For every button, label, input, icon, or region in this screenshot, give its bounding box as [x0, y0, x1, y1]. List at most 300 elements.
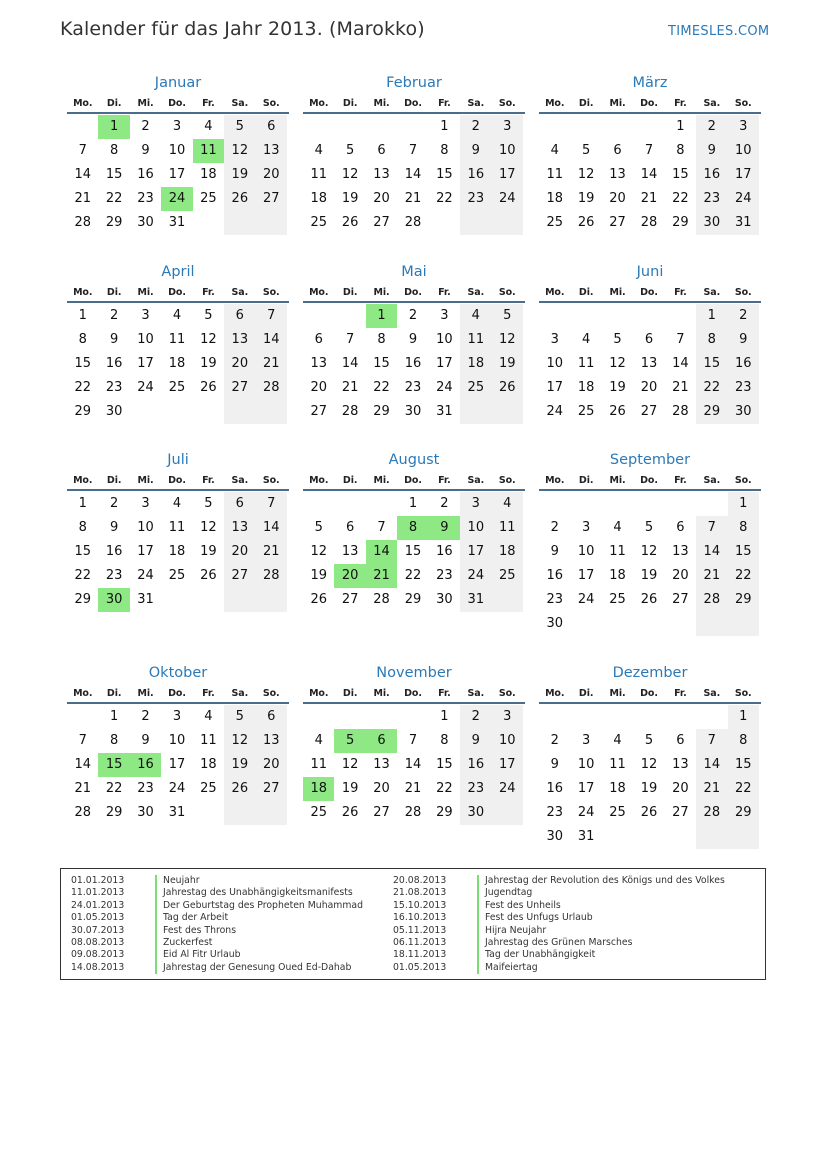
day-cell[interactable]: 7: [676, 332, 685, 347]
day-cell[interactable]: 21: [256, 540, 287, 564]
day-cell[interactable]: 16: [105, 544, 123, 559]
day-cell[interactable]: 6: [377, 143, 386, 158]
day-cell[interactable]: 8: [728, 729, 759, 753]
day-cell[interactable]: 17: [492, 753, 523, 777]
day-cell[interactable]: 7: [256, 304, 287, 328]
day-cell[interactable]: 8: [78, 332, 87, 347]
day-cell[interactable]: 20: [373, 781, 390, 796]
day-cell[interactable]: 11: [546, 167, 563, 182]
day-cell[interactable]: 7: [78, 733, 87, 748]
day-cell[interactable]: 14: [696, 753, 727, 777]
day-cell[interactable]: 25: [492, 564, 523, 588]
day-cell[interactable]: 24: [492, 777, 523, 801]
day-cell[interactable]: 20: [609, 191, 626, 206]
day-cell[interactable]: 12: [200, 332, 217, 347]
day-cell[interactable]: 6: [256, 705, 287, 729]
day-cell[interactable]: 27: [373, 215, 390, 230]
day-cell[interactable]: 17: [460, 540, 491, 564]
day-cell[interactable]: 28: [74, 215, 91, 230]
day-cell[interactable]: 9: [550, 544, 559, 559]
day-cell[interactable]: 4: [204, 709, 213, 724]
day-cell[interactable]: 5: [204, 496, 213, 511]
day-cell[interactable]: 25: [310, 805, 327, 820]
day-cell[interactable]: 22: [436, 781, 453, 796]
day-cell[interactable]: 17: [168, 757, 186, 772]
day-cell[interactable]: 26: [640, 805, 658, 820]
day-cell[interactable]: 29: [404, 592, 422, 607]
day-cell[interactable]: 3: [581, 733, 591, 748]
day-cell[interactable]: 20: [640, 380, 658, 395]
day-cell[interactable]: 19: [224, 753, 255, 777]
day-cell[interactable]: 26: [341, 215, 359, 230]
day-cell[interactable]: 30: [546, 829, 563, 844]
day-cell[interactable]: 8: [377, 332, 386, 347]
day-cell[interactable]: 28: [341, 404, 359, 419]
day-cell[interactable]: 13: [256, 729, 287, 753]
day-cell[interactable]: 23: [728, 376, 759, 400]
day-cell[interactable]: 15: [74, 356, 91, 371]
day-cell[interactable]: 18: [168, 544, 186, 559]
day-cell[interactable]: 23: [105, 568, 123, 583]
day-cell[interactable]: 15: [728, 540, 759, 564]
day-cell[interactable]: 31: [728, 211, 759, 235]
day-cell[interactable]: 2: [460, 115, 491, 139]
day-cell[interactable]: 7: [345, 332, 355, 347]
day-cell[interactable]: 12: [310, 544, 327, 559]
day-cell[interactable]: 21: [640, 191, 658, 206]
day-cell[interactable]: 9: [408, 332, 418, 347]
day-cell[interactable]: 9: [141, 143, 150, 158]
day-cell[interactable]: 5: [314, 520, 323, 535]
day-cell[interactable]: 12: [640, 757, 658, 772]
day-cell[interactable]: 13: [224, 516, 255, 540]
day-cell[interactable]: 4: [613, 733, 622, 748]
day-cell[interactable]: 16: [728, 352, 759, 376]
day-cell[interactable]: 2: [440, 496, 449, 511]
day-cell[interactable]: 27: [256, 777, 287, 801]
day-cell[interactable]: 15: [373, 356, 390, 371]
day-cell[interactable]: 26: [577, 215, 595, 230]
day-cell[interactable]: 4: [204, 119, 213, 134]
holiday-day-cell[interactable]: 1: [98, 115, 129, 139]
day-cell[interactable]: 8: [440, 733, 449, 748]
day-cell[interactable]: 6: [224, 304, 255, 328]
day-cell[interactable]: 13: [341, 544, 359, 559]
day-cell[interactable]: 26: [640, 592, 658, 607]
day-cell[interactable]: 17: [546, 380, 563, 395]
day-cell[interactable]: 10: [577, 544, 595, 559]
day-cell[interactable]: 14: [74, 757, 91, 772]
day-cell[interactable]: 13: [609, 167, 626, 182]
day-cell[interactable]: 24: [492, 187, 523, 211]
holiday-day-cell[interactable]: 8: [397, 516, 428, 540]
day-cell[interactable]: 23: [137, 781, 154, 796]
day-cell[interactable]: 3: [460, 492, 491, 516]
day-cell[interactable]: 16: [105, 356, 123, 371]
day-cell[interactable]: 28: [256, 564, 287, 588]
day-cell[interactable]: 2: [141, 119, 150, 134]
day-cell[interactable]: 24: [577, 592, 595, 607]
day-cell[interactable]: 13: [310, 356, 327, 371]
day-cell[interactable]: 18: [609, 781, 626, 796]
day-cell[interactable]: 12: [224, 139, 255, 163]
day-cell[interactable]: 20: [373, 191, 390, 206]
day-cell[interactable]: 11: [460, 328, 491, 352]
day-cell[interactable]: 29: [436, 805, 453, 820]
day-cell[interactable]: 12: [200, 520, 217, 535]
day-cell[interactable]: 25: [609, 592, 626, 607]
day-cell[interactable]: 22: [728, 564, 759, 588]
day-cell[interactable]: 4: [460, 304, 491, 328]
day-cell[interactable]: 25: [577, 404, 595, 419]
day-cell[interactable]: 7: [644, 143, 654, 158]
holiday-day-cell[interactable]: 5: [334, 729, 365, 753]
day-cell[interactable]: 11: [310, 167, 327, 182]
day-cell[interactable]: 10: [546, 356, 563, 371]
day-cell[interactable]: 15: [696, 352, 727, 376]
day-cell[interactable]: 30: [137, 215, 154, 230]
day-cell[interactable]: 15: [436, 757, 453, 772]
day-cell[interactable]: 21: [696, 777, 727, 801]
holiday-day-cell[interactable]: 1: [366, 304, 397, 328]
day-cell[interactable]: 19: [200, 356, 217, 371]
day-cell[interactable]: 24: [137, 568, 154, 583]
day-cell[interactable]: 11: [310, 757, 327, 772]
day-cell[interactable]: 18: [609, 568, 626, 583]
day-cell[interactable]: 22: [672, 191, 689, 206]
day-cell[interactable]: 4: [613, 520, 622, 535]
day-cell[interactable]: 18: [546, 191, 563, 206]
day-cell[interactable]: 11: [577, 356, 595, 371]
day-cell[interactable]: 14: [404, 167, 422, 182]
day-cell[interactable]: 8: [109, 143, 119, 158]
day-cell[interactable]: 31: [460, 588, 491, 612]
day-cell[interactable]: 14: [256, 516, 287, 540]
day-cell[interactable]: 30: [105, 404, 123, 419]
day-cell[interactable]: 21: [404, 781, 422, 796]
day-cell[interactable]: 2: [141, 709, 150, 724]
holiday-day-cell[interactable]: 30: [98, 588, 129, 612]
day-cell[interactable]: 29: [74, 592, 91, 607]
day-cell[interactable]: 11: [492, 516, 523, 540]
day-cell[interactable]: 5: [345, 143, 355, 158]
day-cell[interactable]: 13: [672, 757, 689, 772]
day-cell[interactable]: 16: [404, 356, 422, 371]
day-cell[interactable]: 23: [436, 568, 453, 583]
day-cell[interactable]: 30: [460, 801, 491, 825]
day-cell[interactable]: 16: [546, 568, 563, 583]
holiday-day-cell[interactable]: 16: [130, 753, 161, 777]
day-cell[interactable]: 3: [492, 705, 523, 729]
day-cell[interactable]: 11: [200, 733, 217, 748]
day-cell[interactable]: 12: [341, 757, 359, 772]
holiday-day-cell[interactable]: 11: [193, 139, 224, 163]
day-cell[interactable]: 26: [200, 568, 217, 583]
day-cell[interactable]: 29: [672, 215, 689, 230]
day-cell[interactable]: 21: [341, 380, 359, 395]
day-cell[interactable]: 17: [577, 781, 595, 796]
day-cell[interactable]: 17: [436, 356, 453, 371]
day-cell[interactable]: 17: [137, 544, 154, 559]
day-cell[interactable]: 10: [137, 332, 154, 347]
day-cell[interactable]: 8: [676, 143, 685, 158]
day-cell[interactable]: 7: [408, 143, 418, 158]
day-cell[interactable]: 5: [204, 308, 213, 323]
day-cell[interactable]: 28: [74, 805, 91, 820]
day-cell[interactable]: 31: [577, 829, 595, 844]
day-cell[interactable]: 18: [460, 352, 491, 376]
day-cell[interactable]: 2: [550, 733, 559, 748]
day-cell[interactable]: 27: [672, 592, 689, 607]
day-cell[interactable]: 30: [436, 592, 453, 607]
day-cell[interactable]: 26: [492, 376, 523, 400]
day-cell[interactable]: 6: [256, 115, 287, 139]
day-cell[interactable]: 27: [310, 404, 327, 419]
day-cell[interactable]: 1: [676, 119, 685, 134]
day-cell[interactable]: 8: [78, 520, 87, 535]
day-cell[interactable]: 5: [224, 115, 255, 139]
day-cell[interactable]: 6: [314, 332, 323, 347]
day-cell[interactable]: 19: [640, 781, 658, 796]
day-cell[interactable]: 20: [672, 781, 689, 796]
day-cell[interactable]: 10: [436, 332, 453, 347]
day-cell[interactable]: 22: [74, 568, 91, 583]
day-cell[interactable]: 18: [200, 757, 217, 772]
day-cell[interactable]: 3: [440, 308, 449, 323]
day-cell[interactable]: 26: [200, 380, 217, 395]
day-cell[interactable]: 2: [109, 308, 119, 323]
day-cell[interactable]: 18: [492, 540, 523, 564]
day-cell[interactable]: 16: [546, 781, 563, 796]
day-cell[interactable]: 22: [436, 191, 453, 206]
day-cell[interactable]: 17: [492, 163, 523, 187]
day-cell[interactable]: 15: [105, 167, 123, 182]
holiday-day-cell[interactable]: 9: [429, 516, 460, 540]
day-cell[interactable]: 15: [74, 544, 91, 559]
day-cell[interactable]: 24: [460, 564, 491, 588]
day-cell[interactable]: 9: [460, 139, 491, 163]
day-cell[interactable]: 22: [728, 777, 759, 801]
holiday-day-cell[interactable]: 15: [98, 753, 129, 777]
day-cell[interactable]: 1: [408, 496, 418, 511]
day-cell[interactable]: 24: [168, 781, 186, 796]
day-cell[interactable]: 23: [137, 191, 154, 206]
day-cell[interactable]: 1: [78, 496, 87, 511]
day-cell[interactable]: 25: [460, 376, 491, 400]
day-cell[interactable]: 30: [728, 400, 759, 424]
day-cell[interactable]: 21: [404, 191, 422, 206]
day-cell[interactable]: 10: [577, 757, 595, 772]
day-cell[interactable]: 16: [137, 167, 154, 182]
day-cell[interactable]: 3: [172, 119, 182, 134]
day-cell[interactable]: 20: [224, 540, 255, 564]
day-cell[interactable]: 15: [436, 167, 453, 182]
day-cell[interactable]: 2: [109, 496, 119, 511]
day-cell[interactable]: 19: [310, 568, 327, 583]
day-cell[interactable]: 30: [137, 805, 154, 820]
day-cell[interactable]: 28: [404, 215, 422, 230]
day-cell[interactable]: 28: [640, 215, 658, 230]
day-cell[interactable]: 12: [609, 356, 626, 371]
day-cell[interactable]: 2: [408, 308, 418, 323]
day-cell[interactable]: 30: [696, 211, 727, 235]
day-cell[interactable]: 29: [105, 215, 123, 230]
day-cell[interactable]: 25: [546, 215, 563, 230]
day-cell[interactable]: 11: [609, 757, 626, 772]
day-cell[interactable]: 21: [696, 564, 727, 588]
day-cell[interactable]: 9: [728, 328, 759, 352]
day-cell[interactable]: 22: [696, 376, 727, 400]
day-cell[interactable]: 5: [492, 304, 523, 328]
day-cell[interactable]: 24: [137, 380, 154, 395]
day-cell[interactable]: 19: [492, 352, 523, 376]
day-cell[interactable]: 18: [200, 167, 217, 182]
day-cell[interactable]: 28: [696, 588, 727, 612]
day-cell[interactable]: 7: [78, 143, 87, 158]
day-cell[interactable]: 10: [168, 733, 186, 748]
day-cell[interactable]: 16: [696, 163, 727, 187]
day-cell[interactable]: 27: [373, 805, 390, 820]
day-cell[interactable]: 13: [224, 328, 255, 352]
day-cell[interactable]: 25: [168, 380, 186, 395]
day-cell[interactable]: 30: [404, 404, 422, 419]
holiday-day-cell[interactable]: 18: [303, 777, 334, 801]
day-cell[interactable]: 22: [373, 380, 390, 395]
day-cell[interactable]: 27: [224, 564, 255, 588]
day-cell[interactable]: 3: [492, 115, 523, 139]
day-cell[interactable]: 13: [373, 167, 390, 182]
day-cell[interactable]: 23: [546, 592, 563, 607]
day-cell[interactable]: 6: [345, 520, 355, 535]
day-cell[interactable]: 20: [310, 380, 327, 395]
day-cell[interactable]: 24: [728, 187, 759, 211]
day-cell[interactable]: 21: [256, 352, 287, 376]
day-cell[interactable]: 8: [440, 143, 449, 158]
holiday-day-cell[interactable]: 21: [366, 564, 397, 588]
day-cell[interactable]: 28: [672, 404, 689, 419]
day-cell[interactable]: 26: [224, 187, 255, 211]
day-cell[interactable]: 19: [609, 380, 626, 395]
day-cell[interactable]: 27: [672, 805, 689, 820]
day-cell[interactable]: 9: [460, 729, 491, 753]
day-cell[interactable]: 4: [492, 492, 523, 516]
day-cell[interactable]: 21: [74, 191, 91, 206]
day-cell[interactable]: 13: [640, 356, 658, 371]
day-cell[interactable]: 5: [613, 332, 622, 347]
day-cell[interactable]: 22: [74, 380, 91, 395]
day-cell[interactable]: 24: [577, 805, 595, 820]
day-cell[interactable]: 31: [168, 215, 186, 230]
day-cell[interactable]: 5: [644, 733, 654, 748]
day-cell[interactable]: 15: [404, 544, 422, 559]
day-cell[interactable]: 15: [672, 167, 689, 182]
day-cell[interactable]: 5: [581, 143, 591, 158]
day-cell[interactable]: 2: [696, 115, 727, 139]
day-cell[interactable]: 19: [200, 544, 217, 559]
day-cell[interactable]: 30: [546, 616, 563, 631]
day-cell[interactable]: 21: [74, 781, 91, 796]
day-cell[interactable]: 1: [728, 705, 759, 729]
day-cell[interactable]: 1: [440, 119, 449, 134]
day-cell[interactable]: 14: [74, 167, 91, 182]
day-cell[interactable]: 20: [224, 352, 255, 376]
day-cell[interactable]: 3: [550, 332, 559, 347]
day-cell[interactable]: 31: [436, 404, 453, 419]
holiday-day-cell[interactable]: 20: [334, 564, 365, 588]
day-cell[interactable]: 25: [168, 568, 186, 583]
day-cell[interactable]: 29: [696, 400, 727, 424]
day-cell[interactable]: 4: [314, 143, 323, 158]
day-cell[interactable]: 16: [460, 163, 491, 187]
day-cell[interactable]: 17: [728, 163, 759, 187]
day-cell[interactable]: 3: [141, 496, 150, 511]
day-cell[interactable]: 20: [256, 163, 287, 187]
day-cell[interactable]: 28: [256, 376, 287, 400]
day-cell[interactable]: 18: [168, 356, 186, 371]
day-cell[interactable]: 12: [492, 328, 523, 352]
day-cell[interactable]: 2: [460, 705, 491, 729]
holiday-day-cell[interactable]: 14: [366, 540, 397, 564]
day-cell[interactable]: 8: [728, 516, 759, 540]
site-brand[interactable]: TIMESLES.COM: [668, 24, 770, 39]
day-cell[interactable]: 18: [310, 191, 327, 206]
day-cell[interactable]: 3: [581, 520, 591, 535]
day-cell[interactable]: 2: [728, 304, 759, 328]
day-cell[interactable]: 4: [550, 143, 559, 158]
day-cell[interactable]: 27: [609, 215, 626, 230]
day-cell[interactable]: 25: [609, 805, 626, 820]
day-cell[interactable]: 26: [310, 592, 327, 607]
day-cell[interactable]: 21: [672, 380, 689, 395]
day-cell[interactable]: 26: [341, 805, 359, 820]
day-cell[interactable]: 20: [672, 568, 689, 583]
day-cell[interactable]: 5: [224, 705, 255, 729]
day-cell[interactable]: 19: [341, 191, 359, 206]
day-cell[interactable]: 25: [200, 191, 217, 206]
day-cell[interactable]: 23: [460, 777, 491, 801]
day-cell[interactable]: 23: [546, 805, 563, 820]
day-cell[interactable]: 26: [609, 404, 626, 419]
day-cell[interactable]: 14: [640, 167, 658, 182]
day-cell[interactable]: 16: [436, 544, 453, 559]
day-cell[interactable]: 5: [644, 520, 654, 535]
day-cell[interactable]: 31: [137, 592, 154, 607]
day-cell[interactable]: 17: [137, 356, 154, 371]
day-cell[interactable]: 8: [696, 328, 727, 352]
day-cell[interactable]: 4: [172, 496, 182, 511]
day-cell[interactable]: 14: [672, 356, 689, 371]
day-cell[interactable]: 12: [224, 729, 255, 753]
day-cell[interactable]: 23: [404, 380, 422, 395]
day-cell[interactable]: 3: [728, 115, 759, 139]
day-cell[interactable]: 10: [168, 143, 186, 158]
day-cell[interactable]: 10: [137, 520, 154, 535]
day-cell[interactable]: 11: [609, 544, 626, 559]
day-cell[interactable]: 15: [728, 753, 759, 777]
holiday-day-cell[interactable]: 24: [161, 187, 192, 211]
day-cell[interactable]: 1: [78, 308, 87, 323]
day-cell[interactable]: 18: [577, 380, 595, 395]
day-cell[interactable]: 4: [581, 332, 591, 347]
day-cell[interactable]: 1: [696, 304, 727, 328]
day-cell[interactable]: 29: [728, 588, 759, 612]
day-cell[interactable]: 7: [696, 729, 727, 753]
day-cell[interactable]: 19: [224, 163, 255, 187]
day-cell[interactable]: 19: [341, 781, 359, 796]
day-cell[interactable]: 7: [377, 520, 386, 535]
day-cell[interactable]: 19: [640, 568, 658, 583]
day-cell[interactable]: 12: [640, 544, 658, 559]
